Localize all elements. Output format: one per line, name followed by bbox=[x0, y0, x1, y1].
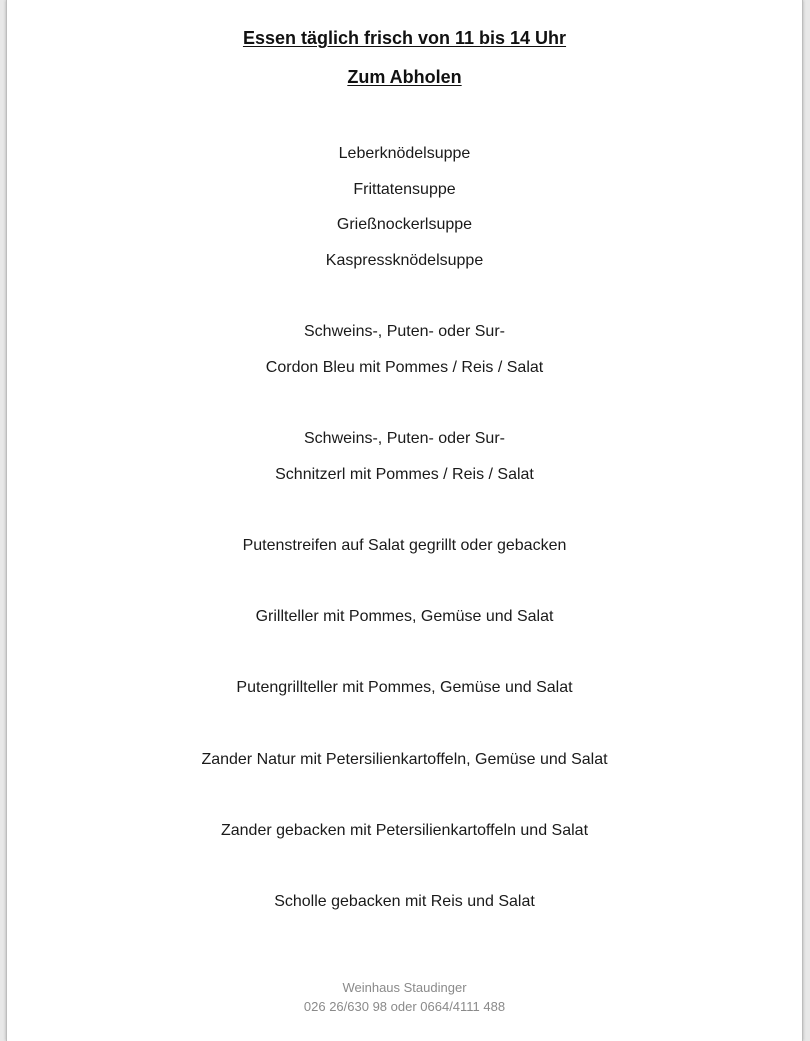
page-subtitle: Zum Abholen bbox=[347, 67, 462, 87]
cordon-bleu-line2: Cordon Bleu mit Pommes / Reis / Salat bbox=[265, 359, 544, 376]
footer-phone: 026 26/630 98 oder 0664/4111 488 bbox=[303, 999, 506, 1014]
cordon-bleu-line1: Schweins-, Puten- oder Sur- bbox=[304, 323, 505, 340]
dish-item: Putenstreifen auf Salat gegrillt oder gebacken bbox=[242, 537, 567, 554]
footer-restaurant-name: Weinhaus Staudinger bbox=[342, 980, 467, 995]
soup-item: Frittatensuppe bbox=[353, 181, 456, 198]
dish-item: Zander Natur mit Petersilienkartoffeln, Gemüse und Salat bbox=[201, 751, 608, 768]
menu-page bbox=[6, 0, 803, 1041]
soup-item: Leberknödelsuppe bbox=[338, 145, 471, 162]
page-title: Essen täglich frisch von 11 bis 14 Uhr bbox=[242, 28, 567, 48]
dish-item: Putengrillteller mit Pommes, Gemüse und Salat bbox=[236, 679, 573, 696]
dish-item: Grillteller mit Pommes, Gemüse und Salat bbox=[255, 608, 554, 625]
schnitzel-line2: Schnitzerl mit Pommes / Reis / Salat bbox=[275, 466, 534, 483]
dish-item: Scholle gebacken mit Reis und Salat bbox=[274, 893, 535, 910]
soup-item: Kaspressknödelsuppe bbox=[325, 252, 484, 269]
dish-item: Zander gebacken mit Petersilienkartoffeln und Salat bbox=[220, 822, 589, 839]
schnitzel-line1: Schweins-, Puten- oder Sur- bbox=[304, 430, 505, 447]
soup-item: Grießnockerlsuppe bbox=[336, 216, 473, 233]
